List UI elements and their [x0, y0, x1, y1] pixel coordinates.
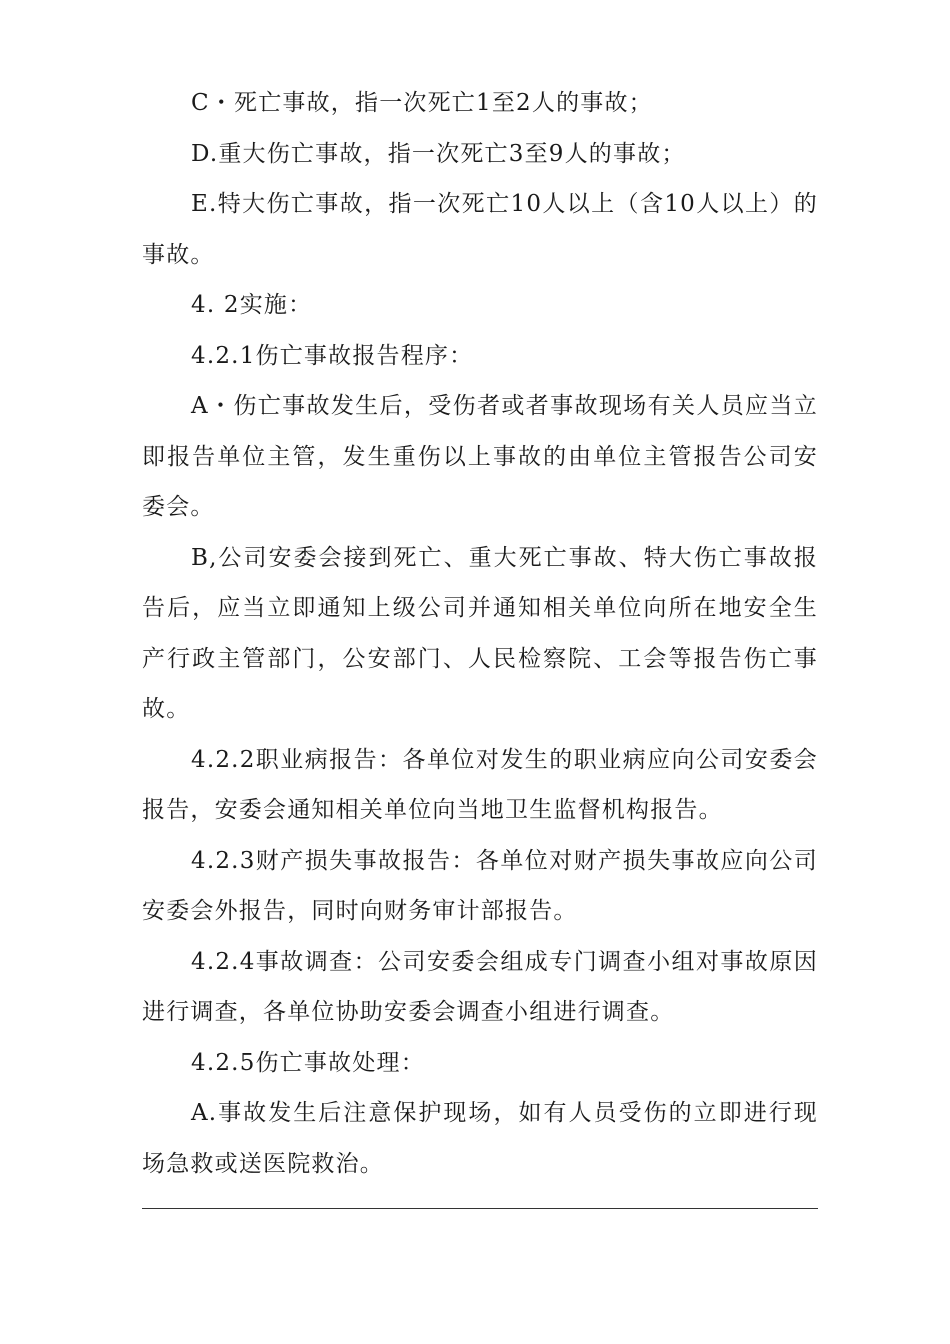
paragraph-death-accident: C・死亡事故，指一次死亡1至2人的事故；	[191, 90, 653, 116]
paragraph-protect-scene: A.事故发生后注意保护现场，如有人员受伤的立即进行现场急救或送医院救治。	[142, 1100, 818, 1177]
paragraph-extraordinary-casualty-accident: E.特大伤亡事故，指一次死亡10人以上（含10人以上）的事故。	[142, 191, 818, 268]
subsection-heading-accident-handling: 4.2.5伤亡事故处理：	[191, 1049, 425, 1076]
paragraph-property-loss-report: 4.2.3财产损失事故报告：各单位对财产损失事故应向公司安委会外报告，同时向财务审计部报告。	[142, 847, 818, 924]
footer-divider	[142, 1208, 818, 1209]
paragraph-occupational-disease-report: 4.2.2职业病报告：各单位对发生的职业病应向公司安委会报告，安委会通知相关单位向当地卫生监督机构报告。	[142, 746, 818, 823]
subsection-heading-reporting-procedure: 4.2.1伤亡事故报告程序：	[191, 342, 474, 369]
document-body	[142, 78, 818, 1189]
paragraph-report-to-supervisor: A・伤亡事故发生后，受伤者或者事故现场有关人员应当立即报告单位主管，发生重伤以上事故的由单位主管报告公司安委会。	[142, 393, 818, 520]
paragraph-safety-committee-notification: B,公司安委会接到死亡、重大死亡事故、特大伤亡事故报告后，应当立即通知上级公司并通知相关单位向所在地安全生产行政主管部门，公安部门、人民检察院、工会等报告伤亡事故。	[142, 544, 818, 722]
paragraph-accident-investigation: 4.2.4事故调查：公司安委会组成专门调查小组对事故原因进行调查，各单位协助安委会调查小组进行调查。	[142, 948, 818, 1025]
paragraph-major-casualty-accident: D.重大伤亡事故，指一次死亡3至9人的事故；	[191, 140, 686, 167]
section-heading-implementation: 4. 2实施：	[191, 292, 313, 318]
